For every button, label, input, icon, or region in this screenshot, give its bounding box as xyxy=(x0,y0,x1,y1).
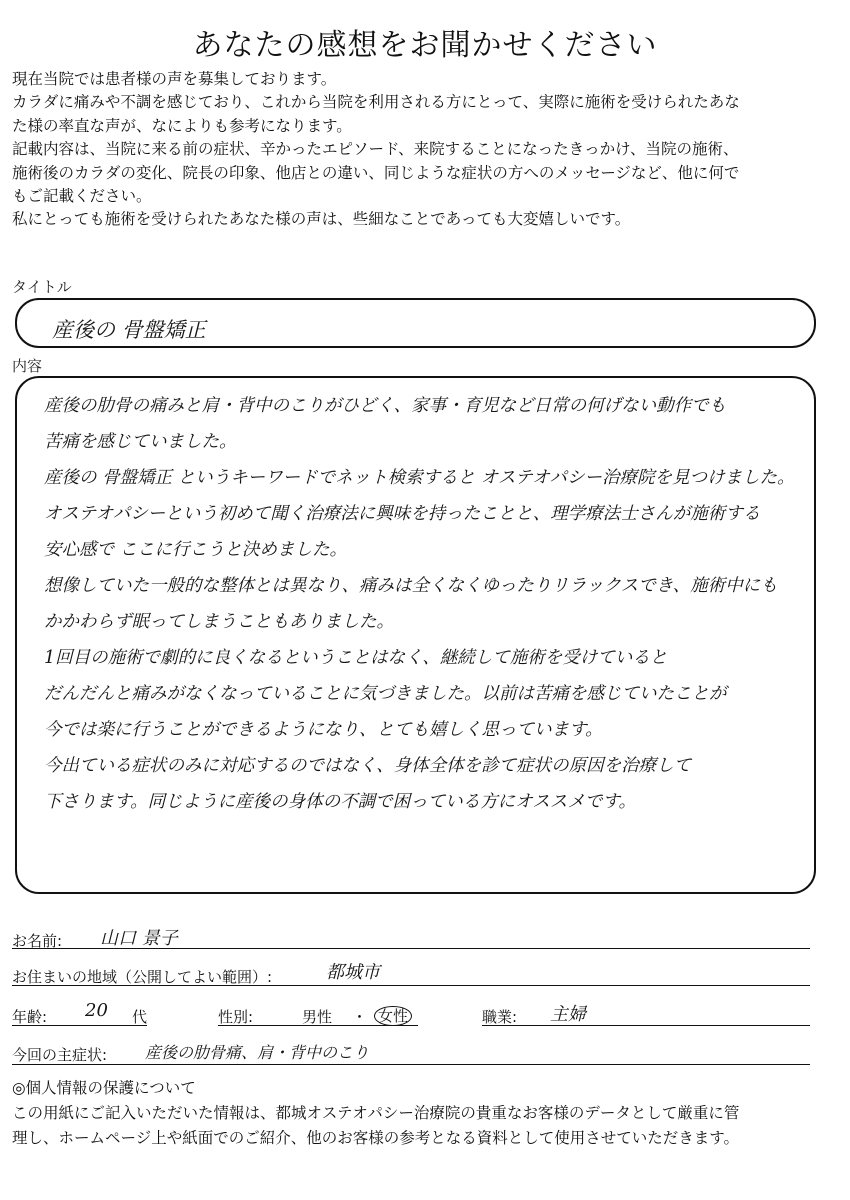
symptom-label: 今回の主症状: xyxy=(12,1046,108,1064)
content-line: 安心感で ここに行こうと決めました。 xyxy=(44,540,348,560)
title-handwritten: 産後の 骨盤矯正 xyxy=(52,318,206,342)
name-underline xyxy=(12,948,810,949)
region-label: お住まいの地域（公開してよい範囲）: xyxy=(12,968,273,986)
symptom-underline xyxy=(12,1064,810,1065)
privacy-section xyxy=(12,1076,838,1151)
intro-line: 施術後のカラダの変化、院長の印象、他店との違い、同じような症状の方へのメッセージなど、他に何で xyxy=(12,163,740,182)
intro-line: 記載内容は、当院に来る前の症状、辛かったエピソード、来院することになったきっかけ、当院の施術、 xyxy=(12,140,739,159)
name-value: 山口 景子 xyxy=(100,928,178,949)
privacy-line: この用紙にご記入いただいた情報は、都城オステオパシー治療院の貴重なお客様のデータとして厳重に管 xyxy=(12,1104,740,1122)
privacy-line: 理し、ホームページ上や紙面でのご紹介、他のお客様の参考となる資料として使用させていただきます。 xyxy=(12,1129,739,1147)
intro-line: た様の率直な声が、なによりも参考になります。 xyxy=(12,116,352,135)
content-line: 下さります。同じように産後の身体の不調で困っている方にオススメです。 xyxy=(44,792,637,812)
intro-line: カラダに痛みや不調を感じており、これから当院を利用される方にとって、実際に施術を受けられたあな xyxy=(12,93,740,112)
region-value: 都城市 xyxy=(326,962,380,983)
content-line: かかわらず眠ってしまうこともありました。 xyxy=(44,612,394,632)
age-label: 年齢: xyxy=(12,1008,48,1026)
job-value: 主婦 xyxy=(550,1004,586,1025)
content-line: 苦痛を感じていました。 xyxy=(44,432,237,452)
content-line: 産後の肋骨の痛みと肩・背中のこりがひどく、家事・育児など日常の何げない動作でも xyxy=(44,396,727,416)
content-line: 産後の 骨盤矯正 というキーワードでネット検索すると オステオパシー治療院を見つけました。 xyxy=(44,468,795,488)
title-label: タイトル xyxy=(12,278,72,296)
gender-separator: ・ xyxy=(352,1008,368,1026)
job-label: 職業: xyxy=(482,1008,518,1026)
age-underline xyxy=(12,1025,147,1026)
name-label: お名前: xyxy=(12,932,63,950)
content-line: オステオパシーという初めて聞く治療法に興味を持ったことと、理学療法士さんが施術する xyxy=(44,504,761,524)
intro-line: 現在当院では患者様の声を募集しております。 xyxy=(12,70,337,88)
gender-female-wrap xyxy=(374,1005,412,1026)
age-value: 20 xyxy=(85,1000,108,1021)
job-underline xyxy=(482,1025,810,1026)
age-suffix: 代 xyxy=(132,1008,148,1026)
content-label: 内容 xyxy=(12,357,43,375)
content-line: 今出ている症状のみに対応するのではなく、身体全体を診て症状の原因を治療して xyxy=(44,756,692,776)
region-underline xyxy=(12,985,810,986)
content-line: だんだんと痛みがなくなっていることに気づきました。以前は苦痛を感じていたことが xyxy=(44,684,727,704)
intro-text xyxy=(12,68,838,232)
page-title: あなたの感想をお聞かせください xyxy=(192,28,658,63)
intro-line: もご記載ください。 xyxy=(12,187,152,206)
content-line: 想像していた一般的な整体とは異なり、痛みは全くなくゆったりリラックスでき、施術中にも xyxy=(44,576,778,596)
content-line: 今では楽に行うことができるようになり、とても嬉しく思っています。 xyxy=(44,720,603,740)
symptom-value: 産後の肋骨痛、肩・背中のこり xyxy=(145,1043,370,1062)
content-handwritten xyxy=(44,388,819,820)
content-line: 1回目の施術で劇的に良くなるということはなく、継続して施術を受けていると xyxy=(44,648,668,668)
gender-male: 男性 xyxy=(302,1008,333,1026)
privacy-heading: ◎個人情報の保護について xyxy=(12,1079,196,1097)
gender-label: 性別: xyxy=(218,1008,254,1026)
gender-female-circled: 女性 xyxy=(374,1006,412,1026)
intro-line: 私にとっても施術を受けられたあなた様の声は、些細なことであっても大変嬉しいです。 xyxy=(12,210,631,229)
gender-underline xyxy=(218,1025,418,1026)
